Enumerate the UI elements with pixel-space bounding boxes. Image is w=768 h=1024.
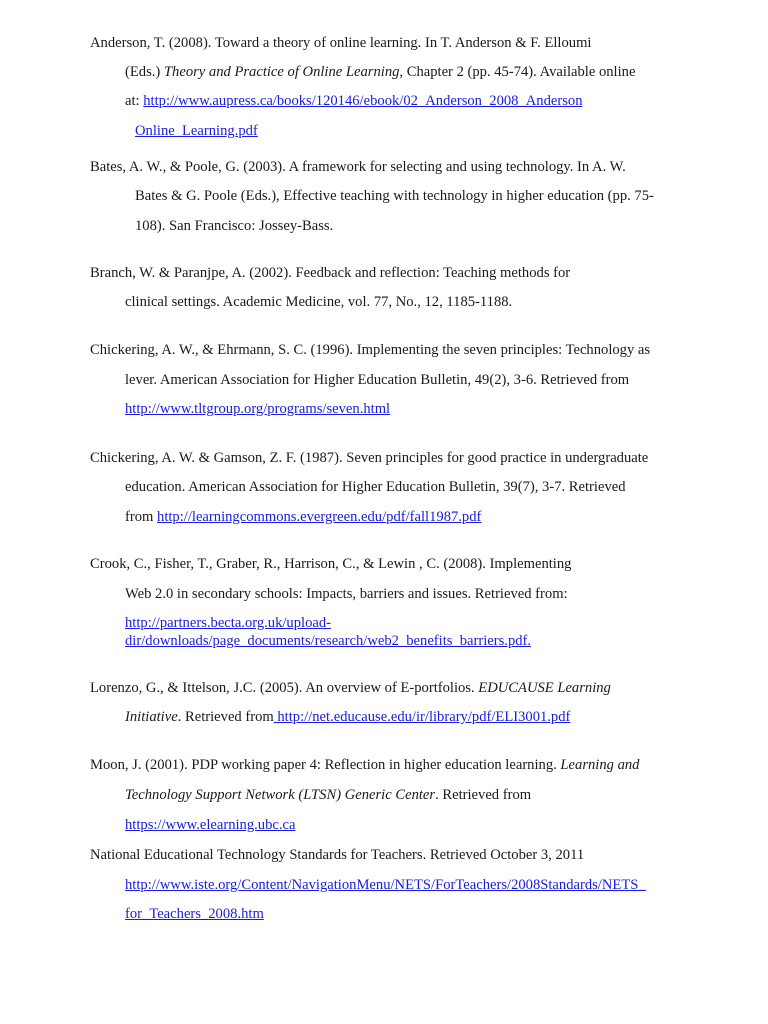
reference-text: Lorenzo, G., & Ittelson, J.C. (2005). An overview of E-portfolios. — [90, 680, 479, 696]
reference-text — [125, 632, 531, 650]
reference-text: , Chapter 2 (pp. 45-74). Available online — [399, 64, 636, 80]
reference-text — [90, 158, 626, 176]
reference-text: (Eds.) — [125, 64, 164, 80]
reference-text — [90, 679, 611, 697]
reference-text: . Retrieved from — [177, 709, 274, 725]
reference-text: 108). San Francisco: Jossey-Bass. — [135, 218, 334, 234]
reference-text — [125, 293, 512, 311]
reference-text — [125, 508, 481, 526]
reference-text — [125, 905, 264, 923]
reference-text: Bates, A. W., & Poole, G. (2003). A framework for selecting and using technology. In A. W. — [90, 159, 626, 175]
reference-text: Bates & G. Poole (Eds.), Effective teaching with technology in higher education (pp. 75- — [135, 188, 654, 204]
reference-link[interactable]: http://learningcommons.evergreen.edu/pdf/fall1987.pdf — [157, 509, 482, 525]
reference-text: National Educational Technology Standards for Teachers. Retrieved October 3, 2011 — [90, 847, 585, 863]
reference-text: Anderson, T. (2008). Toward a theory of online learning. In T. Anderson & F. Elloumi — [90, 35, 592, 51]
reference-text: clinical settings. Academic Medicine, vol. 77, No., 12, 1185-1188. — [125, 294, 513, 310]
reference-text — [90, 555, 571, 573]
reference-title: Theory and Practice of Online Learning — [163, 64, 400, 80]
reference-link[interactable]: http://partners.becta.org.uk/upload- — [125, 615, 332, 631]
reference-link[interactable]: http://net.educause.edu/ir/library/pdf/ELI3001.pdf — [273, 709, 571, 725]
reference-text: Chickering, A. W., & Ehrmann, S. C. (1996). Implementing the seven principles: Technology as — [90, 342, 651, 358]
reference-text — [90, 846, 584, 864]
reference-text — [90, 34, 591, 52]
reference-text — [125, 92, 583, 110]
reference-text: . Retrieved from — [435, 787, 532, 803]
reference-text — [125, 400, 390, 418]
reference-text — [135, 122, 258, 140]
reference-text — [125, 786, 531, 804]
reference-title: Technology Support Network (LTSN) Generic Center — [125, 787, 436, 803]
reference-link[interactable]: https://www.elearning.ubc.ca — [125, 817, 296, 833]
reference-title: Initiative — [125, 709, 178, 725]
reference-title: EDUCAUSE Learning — [478, 680, 611, 696]
reference-text — [90, 341, 650, 359]
reference-text: Branch, W. & Paranjpe, A. (2002). Feedback and reflection: Teaching methods for — [90, 265, 571, 281]
reference-text: at: — [125, 93, 144, 109]
reference-text: education. American Association for Higher Education Bulletin, 39(7), 3-7. Retrieved — [125, 479, 626, 495]
reference-text — [125, 614, 331, 632]
reference-text — [125, 478, 626, 496]
reference-text: from — [125, 509, 158, 525]
reference-text — [90, 264, 570, 282]
reference-text — [90, 449, 648, 467]
reference-text — [125, 876, 646, 894]
reference-text — [125, 816, 295, 834]
reference-link[interactable]: http://www.iste.org/Content/NavigationMenu/NETS/ForTeachers/2008Standards/NETS_ — [125, 877, 646, 893]
reference-title: Learning and — [560, 757, 640, 773]
reference-text — [125, 708, 570, 726]
reference-text — [90, 756, 639, 774]
reference-link[interactable]: for_Teachers_2008.htm — [125, 906, 264, 922]
reference-text: Crook, C., Fisher, T., Graber, R., Harrison, C., & Lewin , C. (2008). Implementing — [90, 556, 572, 572]
reference-link[interactable]: dir/downloads/page_documents/research/web2_benefits_barriers.pdf. — [125, 633, 532, 649]
reference-text — [135, 187, 654, 205]
reference-link[interactable]: http://www.aupress.ca/books/120146/ebook/02_Anderson_2008_Anderson — [143, 93, 583, 109]
reference-text: lever. American Association for Higher Education Bulletin, 49(2), 3-6. Retrieved from — [125, 372, 630, 388]
reference-link[interactable]: Online_Learning.pdf — [135, 123, 258, 139]
reference-link[interactable]: http://www.tltgroup.org/programs/seven.html — [125, 401, 391, 417]
reference-text: Moon, J. (2001). PDP working paper 4: Reflection in higher education learning. — [90, 757, 561, 773]
reference-text — [135, 217, 333, 235]
reference-text — [125, 371, 629, 389]
reference-text: Chickering, A. W. & Gamson, Z. F. (1987). Seven principles for good practice in undergraduate — [90, 450, 649, 466]
reference-text: Web 2.0 in secondary schools: Impacts, barriers and issues. Retrieved from: — [125, 586, 568, 602]
reference-text — [125, 63, 635, 81]
reference-text — [125, 585, 568, 603]
